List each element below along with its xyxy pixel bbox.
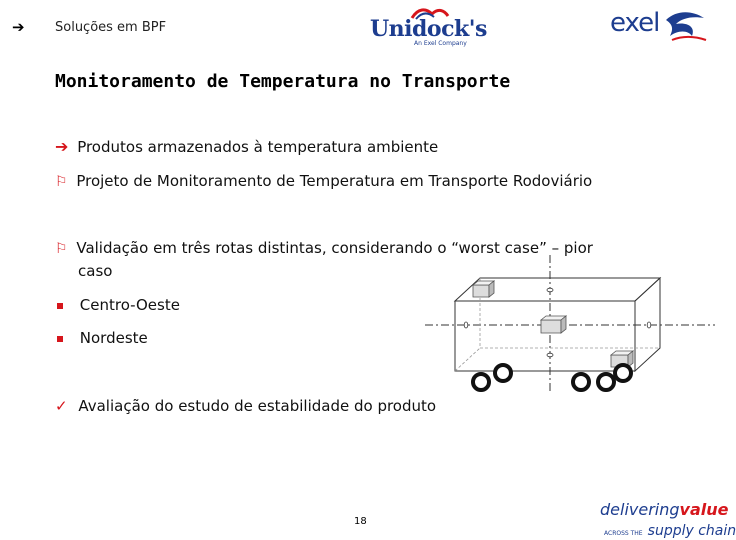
checkmark-icon: ✓: [55, 397, 68, 415]
heading-bullet: [55, 137, 438, 156]
flag-bullet-icon: ⚐: [55, 174, 68, 190]
truck-wheel: [473, 365, 631, 390]
flag-bullet-icon: ⚐: [55, 241, 68, 257]
unidocks-subtitle: An Exel Company: [414, 40, 467, 47]
right-arrow-icon: ➔: [55, 137, 69, 156]
heading-bullet-text: Produtos armazenados à temperatura ambiente: [77, 138, 439, 156]
project-bullet: [55, 172, 592, 190]
truck-sensor-diagram: [425, 253, 715, 418]
tagline-value: value: [679, 500, 729, 519]
route-item: [57, 296, 180, 314]
evaluation-bullet: [55, 397, 436, 415]
exel-swoosh-icon: [662, 10, 708, 44]
square-bullet-icon: [57, 336, 63, 342]
tagline-delivering: delivering: [600, 500, 680, 519]
tagline-logo: [600, 500, 736, 539]
validation-bullet-text: Validação em três rotas distintas, considerando o “worst case” – pior: [76, 239, 593, 257]
unidocks-wordmark: Unidock's: [370, 16, 487, 42]
route-label: Centro-Oeste: [79, 296, 180, 314]
evaluation-bullet-text: Avaliação do estudo de estabilidade do produto: [78, 397, 437, 415]
exel-wordmark: exel: [610, 8, 660, 38]
page-number: 18: [354, 516, 367, 527]
sensor-cube: [541, 316, 566, 333]
sensor-cube: [473, 281, 494, 297]
square-bullet-icon: [57, 303, 63, 309]
slide-title: Monitoramento de Temperatura no Transporte: [55, 71, 511, 92]
route-item: [57, 329, 148, 347]
tagline-across: ACROSS THE: [604, 530, 643, 537]
project-bullet-text: Projeto de Monitoramento de Temperatura em Transporte Rodoviário: [76, 172, 593, 190]
validation-bullet-continued: caso: [78, 262, 113, 280]
tagline-supply: supply chain: [647, 523, 736, 539]
section-label: Soluções em BPF: [55, 20, 167, 35]
unidocks-logo: [370, 6, 487, 47]
route-label: Nordeste: [79, 329, 148, 347]
exel-logo: [610, 8, 710, 44]
header-arrow-icon: ➔: [12, 18, 25, 36]
